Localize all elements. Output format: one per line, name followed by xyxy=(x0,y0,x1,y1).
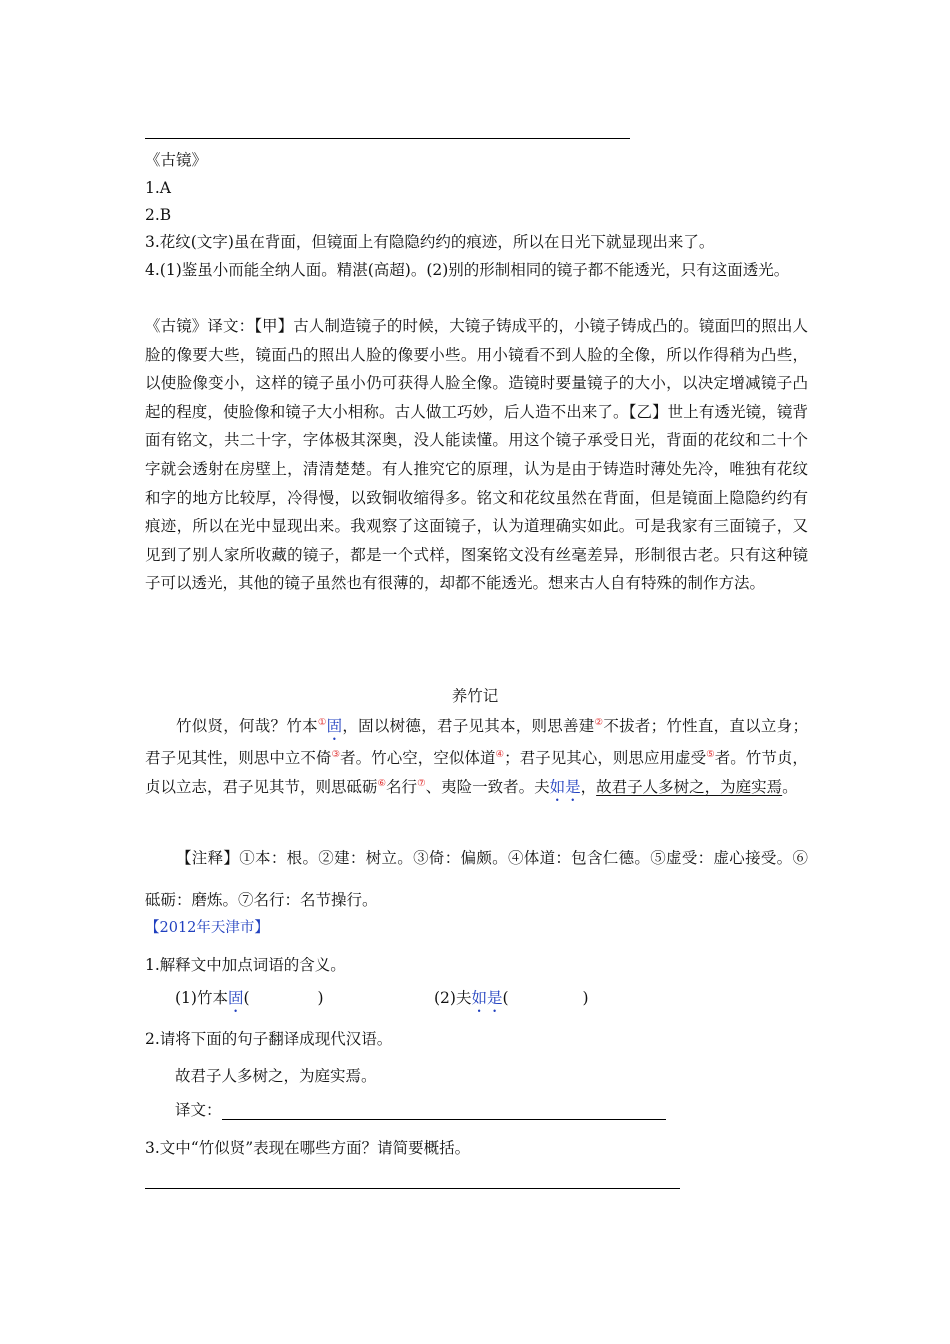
q1b-prefix: (2)夫 xyxy=(434,989,472,1007)
dotted-word-gu: 固 xyxy=(227,989,244,1007)
question-2: 2.请将下面的句子翻译成现代汉语。 xyxy=(145,1030,393,1048)
question-3: 3.文中“竹似贤”表现在哪些方面？请简要概括。 xyxy=(145,1139,471,1157)
question-1-item-2 xyxy=(434,988,589,1016)
passage-seg: 。 xyxy=(782,777,798,796)
note-mark: ④ xyxy=(495,748,505,760)
note-mark: ③ xyxy=(331,748,341,760)
note-mark: ⑥ xyxy=(377,777,387,789)
passage-seg: 名行 xyxy=(386,777,418,796)
underlined-sentence: 故君子人多树之，为庭实焉 xyxy=(596,777,783,796)
translation-text: 《古镜》译文：【甲】古人制造镜子的时候，大镜子铸成平的，小镜子铸成凸的。镜面凹的照出人脸的像要大些，镜面凸的照出人脸的像要小些。用小镜看不到人脸的全像，所以作得稍为凸些，以使脸像变小，这样的镜子虽小仍可获得人脸全像。造镜时要量镜子的大小，以决定增减镜子凸起的程度，使脸像和镜子大小相称。古人做工巧妙，后人造不出来了。【乙】世上有透光镜，镜背面有铭文，共二十字，字体极其深奥，没人能读懂。用这个镜子承受日光，背面的花纹和二十个字就会透射在房壁上，清清楚楚。有人推究它的原理，认为是由于铸造时薄处先冷，唯独有花纹和字的地方比较厚，冷得慢，以致铜收缩得多。铭文和花纹虽然在背面，但是镜面上隐隐约约有痕迹，所以在光中显现出来。我观察了这面镜子，认为道理确实如此。可是我家有三面镜子，又见到了别人家所收藏的镜子，都是一个式样，图案铭文没有丝毫差异，形制很古老。只有这种镜子可以透光，其他的镜子虽然也有很薄的，却都不能透光。想来古人自有特殊的制作方法。 xyxy=(145,317,808,593)
answer-3: 3.花纹(文字)虽在背面，但镜面上有隐隐约约的痕迹，所以在日光下就显现出来了。 xyxy=(145,233,715,251)
passage-seg: ；君子见其心，则思应用虚受 xyxy=(504,749,707,767)
question-1: 1.解释文中加点词语的含义。 xyxy=(145,956,346,974)
question-3-answer-line[interactable] xyxy=(145,1188,680,1189)
dotted-word-rushi: 如是 xyxy=(549,777,581,796)
dotted-word-gu: 固 xyxy=(326,717,343,735)
passage-seg: 者。竹节贞，贞以立志，君子见其节，则思砥砺 xyxy=(145,749,808,796)
q1b-paren-open: ( xyxy=(502,989,509,1007)
annotations: 【注释】①本：根。②建：树立。③倚：偏颇。④体道：包含仁德。⑤虚受：虚心接受。⑥砥砺：磨炼。⑦名行：名节操行。 xyxy=(145,849,808,909)
note-mark: ⑦ xyxy=(417,777,426,789)
source-tag: 【2012年天津市】 xyxy=(145,920,269,936)
question-2-sentence: 故君子人多树之，为庭实焉。 xyxy=(175,1067,377,1085)
answer-1: 1.A xyxy=(145,179,171,197)
dotted-word-rushi: 如是 xyxy=(471,989,503,1007)
passage-seg: 、夷险一致者。夫 xyxy=(425,777,550,796)
question-2-answer xyxy=(175,1100,666,1120)
answer-4: 4.(1)鉴虽小而能全纳人面。精湛(高超)。(2)别的形制相同的镜子都不能透光，只有这面透光。 xyxy=(145,261,790,279)
passage-seg: ， xyxy=(580,777,597,796)
q1a-paren-close: ) xyxy=(317,989,324,1007)
q1a-paren-open: ( xyxy=(243,989,250,1007)
note-mark: ① xyxy=(317,716,327,728)
note-mark: ② xyxy=(594,716,604,728)
passage-seg: 竹似贤，何哉？竹本 xyxy=(176,717,318,735)
answer-2: 2.B xyxy=(145,206,172,224)
translation-label: 译文： xyxy=(175,1101,222,1119)
passage-seg: 者。竹心空，空似体道 xyxy=(340,749,496,767)
passage-title: 养竹记 xyxy=(451,687,499,705)
passage-seg: ，固以树德，君子见其本，则思善建 xyxy=(342,717,595,735)
passage-body xyxy=(145,712,808,805)
note-mark: ⑤ xyxy=(706,748,715,760)
top-rule xyxy=(145,138,630,139)
answers-title: 《古镜》 xyxy=(145,151,208,169)
q1a-prefix: (1)竹本 xyxy=(175,989,228,1007)
question-1-items xyxy=(175,988,324,1016)
q1b-paren-close: ) xyxy=(582,989,589,1007)
passage-seg: 不拔者；竹性直，直以立身；君子见其性，则思中立不倚 xyxy=(145,717,808,767)
translation-answer-line[interactable] xyxy=(222,1103,666,1120)
